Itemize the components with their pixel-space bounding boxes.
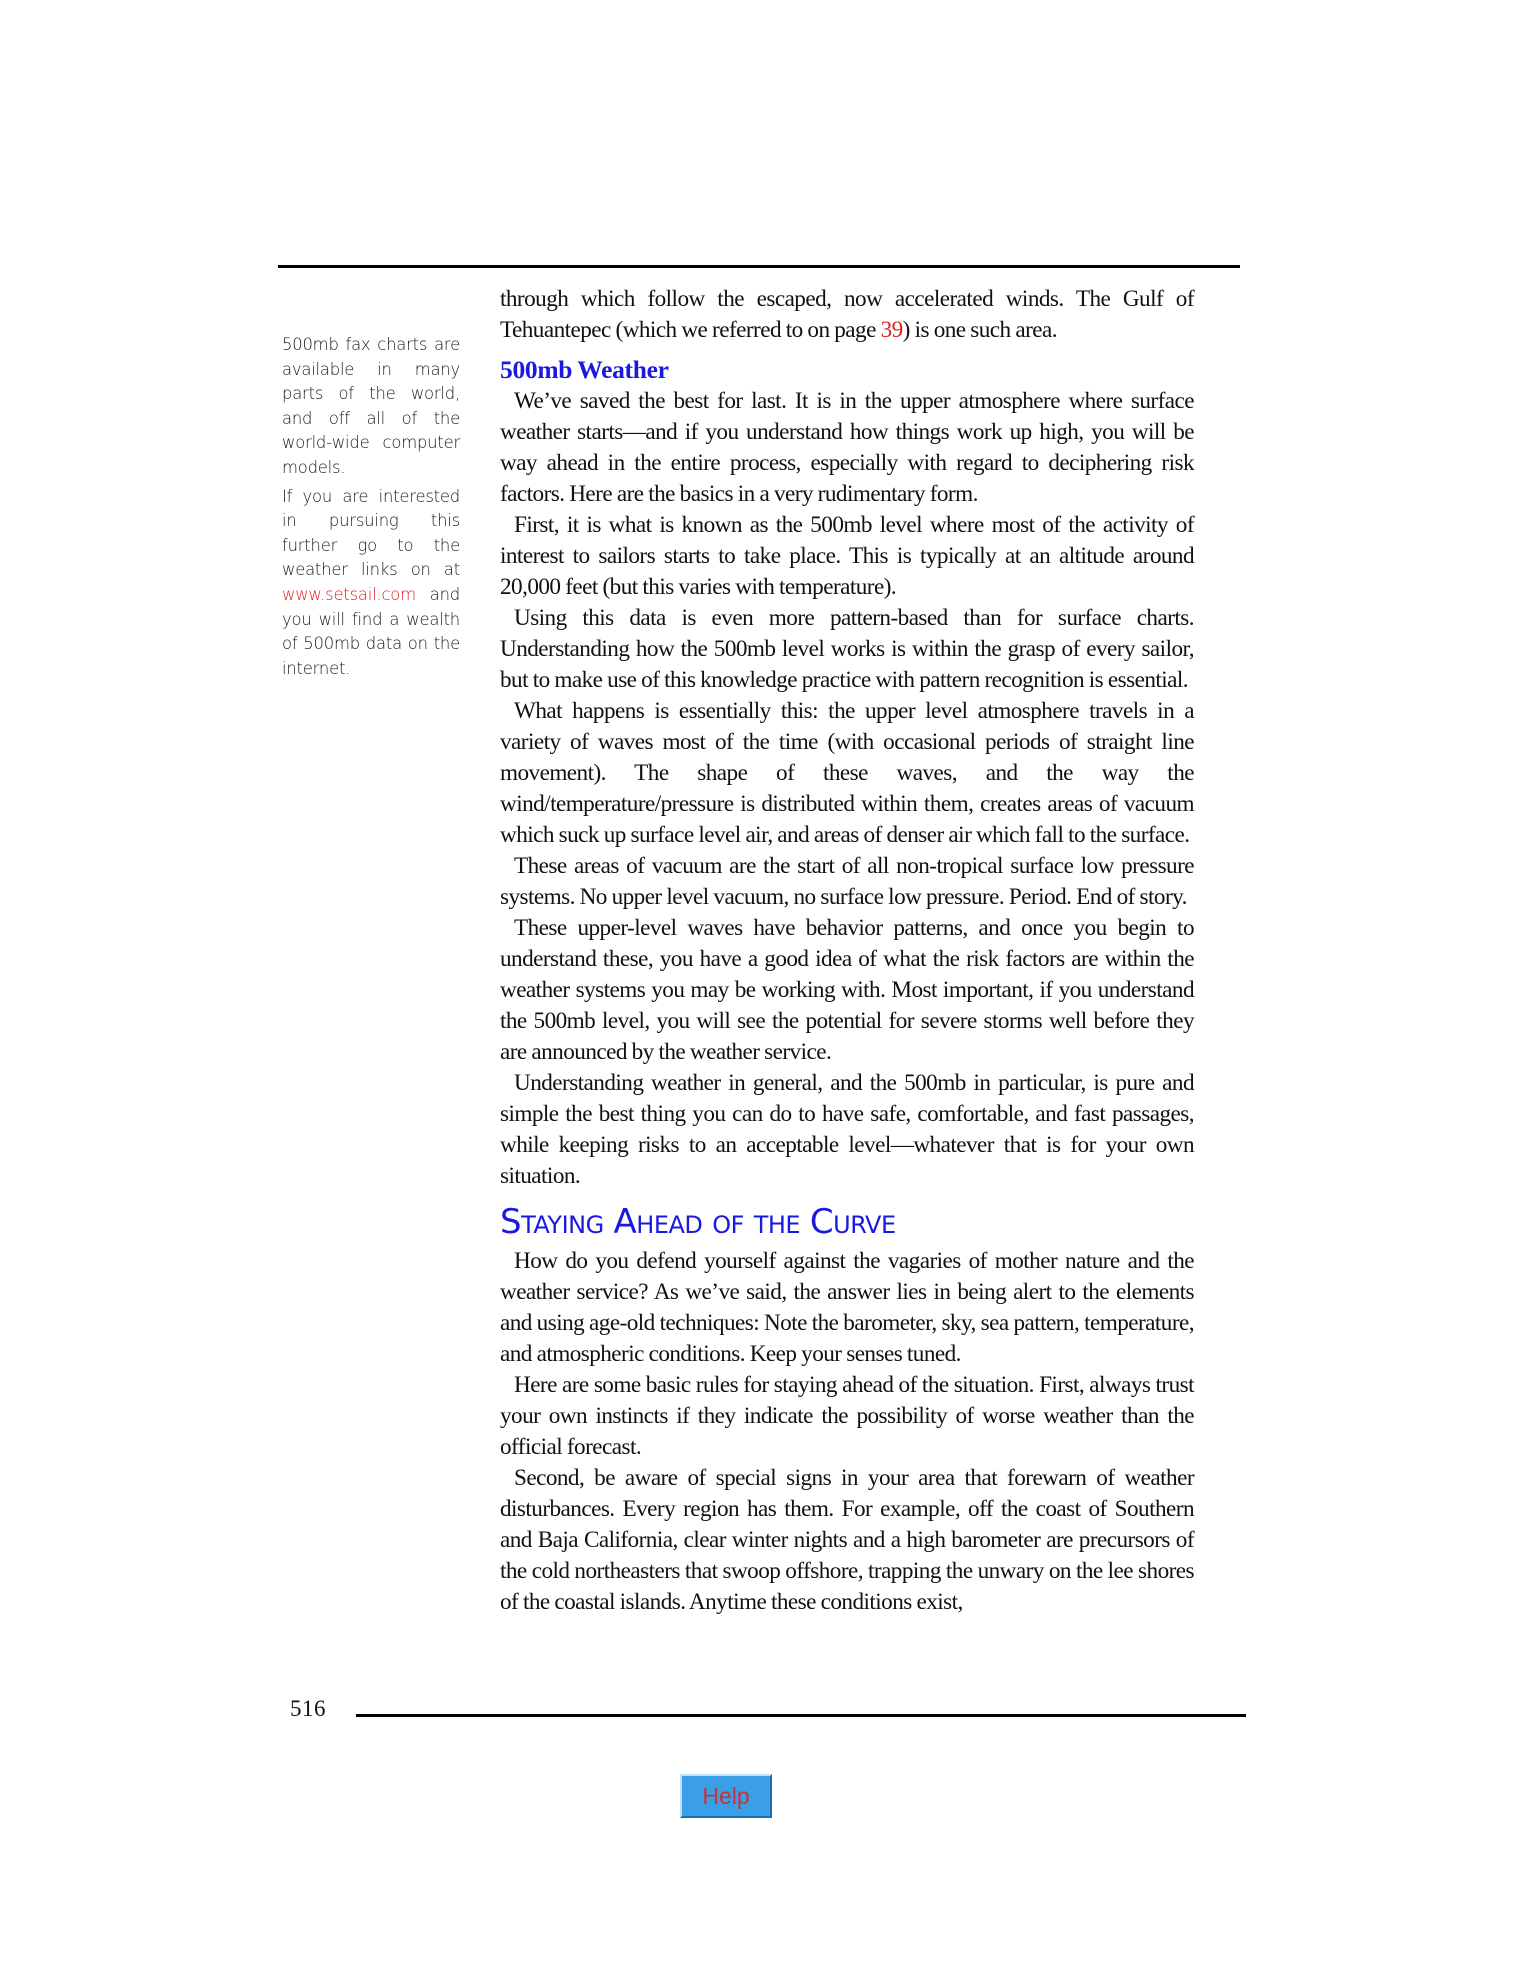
paragraph: Understanding weather in general, and the 500mb in particular, is pure and simple the best thing you can do to have safe, comfortable, and fast passages, while keeping risks to an acceptable level—whatever that is for your own situation.: [500, 1070, 1194, 1189]
section-heading-staying-ahead: Staying Ahead of the Curve: [500, 1202, 896, 1242]
help-button[interactable]: Help: [680, 1774, 772, 1818]
bottom-rule: [356, 1714, 1246, 1717]
intro-text-after: ) is one such area.: [902, 317, 1057, 343]
margin-note: [282, 333, 460, 685]
top-rule: [278, 265, 1240, 268]
paragraph: We’ve saved the best for last. It is in the upper atmosphere where surface weather starts—and if you understand how things work up high, you will be way ahead in the entire process, especially with regard to deciphering risk factors. Here are the basics in a very rudimentary form.: [500, 388, 1194, 507]
margin-note-2: [282, 485, 460, 682]
paragraph: Second, be aware of special signs in your area that forewarn of weather disturbances. Every region has them. For example, off the coast of Southern and Baja California, clear winter nights and a high barometer are precursors of the cold northeasters that swoop offshore, trapping the unwary on the lee shores of the coastal islands. Anytime these conditions exist,: [500, 1465, 1194, 1615]
paragraph: How do you defend yourself against the vagaries of mother nature and the weather service? As we’ve said, the answer lies in being alert to the elements and using age-old techniques: Note the barometer, sky, sea pattern, temperature, and atmospheric conditions. Keep your senses tuned.: [500, 1248, 1194, 1367]
margin-note-2-text-before: If you are interested in pursuing this further go to the weather links on at: [282, 486, 460, 580]
paragraph: First, it is what is known as the 500mb level where most of the activity of interest to sailors starts to take place. This is typically at an altitude around 20,000 feet (but this varies with temperature).: [500, 512, 1194, 600]
margin-note-1: 500mb fax charts are available in many parts of the world, and off all of the world-wide computer models.: [282, 335, 460, 477]
paragraph: These upper-level waves have behavior patterns, and once you begin to understand these, you have a good idea of what the risk factors are within the weather systems you may be working with. Most important, if you understand the 500mb level, you will see the potential for severe storms well before they are announced by the weather service.: [500, 915, 1194, 1065]
paragraph: Using this data is even more pattern-based than for surface charts. Understanding how the 500mb level works is within the grasp of every sailor, but to make use of this knowledge practice with pattern recognition is essential.: [500, 605, 1194, 693]
intro-text-before: through which follow the escaped, now accelerated winds. The Gulf of Tehuantepec (which we referred to on page: [500, 286, 1194, 343]
setsail-link[interactable]: www.setsail.com: [282, 584, 416, 604]
main-text-column: [500, 284, 1194, 1618]
page-number: 516: [290, 1696, 326, 1721]
intro-paragraph: [500, 284, 1194, 346]
subheading-500mb-weather: 500mb Weather: [500, 355, 669, 384]
margin-note-2-text-after: and you will find a wealth of 500mb data on the internet.: [282, 584, 460, 678]
paragraph: What happens is essentially this: the upper level atmosphere travels in a variety of waves most of the time (with occasional periods of straight line movement). The shape of these waves, and the way the wind/temperature/pressure is distributed within them, creates areas of vacuum which suck up surface level air, and areas of denser air which fall to the surface.: [500, 698, 1194, 848]
page-reference-link[interactable]: 39: [880, 317, 903, 343]
paragraph: Here are some basic rules for staying ahead of the situation. First, always trust your own instincts if they indicate the possibility of worse weather than the official forecast.: [500, 1372, 1194, 1460]
page-footer: [290, 1696, 1250, 1732]
paragraph: These areas of vacuum are the start of all non-tropical surface low pressure systems. No upper level vacuum, no surface low pressure. Period. End of story.: [500, 853, 1194, 910]
